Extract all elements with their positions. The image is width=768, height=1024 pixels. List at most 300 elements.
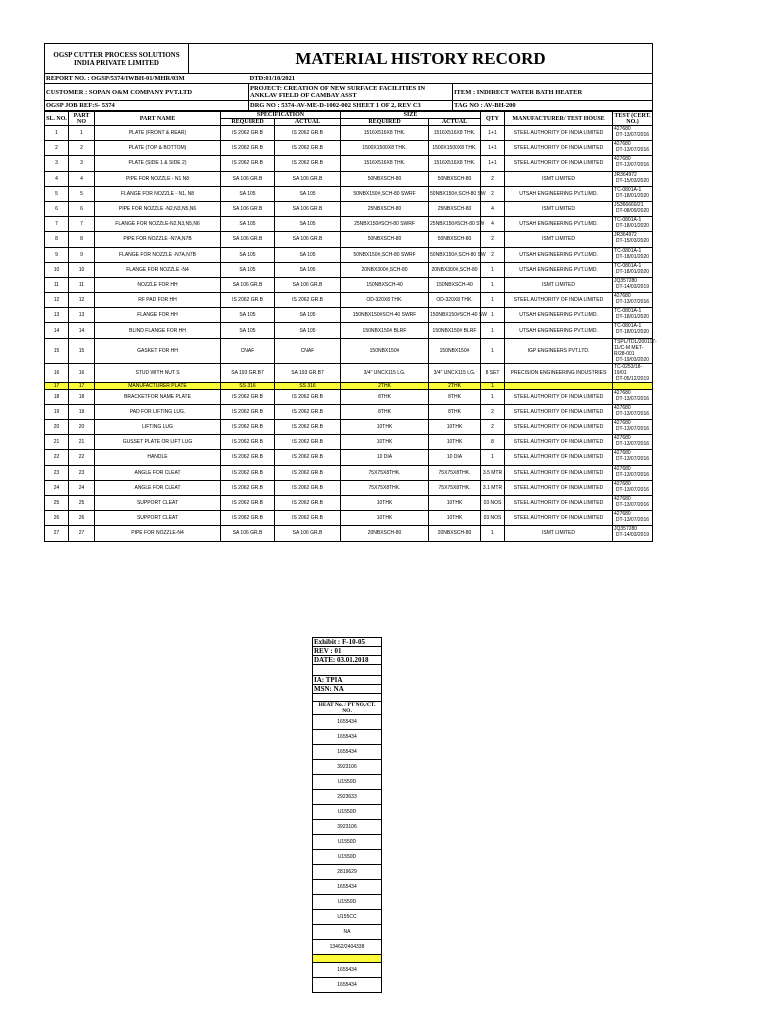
cell-spec-required: SA 106 GR.B — [221, 232, 275, 247]
job-ref: OGSP JOB REF:S- 5374 — [45, 101, 249, 111]
cell-part-name: PLATE (SIDE 1 & SIDE 2) — [95, 156, 221, 171]
cell-size-required: 2THK — [341, 382, 429, 389]
table-row — [45, 511, 653, 526]
cell-test-cert — [613, 420, 653, 435]
cert-date: DT-13/07/2016 — [615, 132, 650, 138]
cell-part-no: 27 — [69, 526, 95, 541]
cell-size-required: 10THK — [341, 420, 429, 435]
cert-date: DT-05/12/2019 — [615, 375, 650, 382]
col-part-name: PART NAME — [95, 112, 221, 126]
cell-part-no: 15 — [69, 338, 95, 363]
cell-test-cert — [613, 389, 653, 404]
cell-part-no: 7 — [69, 217, 95, 232]
cell-part-no: 1 — [69, 126, 95, 141]
cell-spec-actual: SS 316 — [275, 382, 341, 389]
cell-part-name: BRACKETFOR NAME PLATE — [95, 389, 221, 404]
cell-sl-no: 23 — [45, 465, 69, 480]
cell-qty: 03 NOS — [481, 495, 505, 510]
cell-test-cert — [613, 141, 653, 156]
col-qty: QTY — [481, 112, 505, 126]
cert-number: 427680 — [614, 389, 631, 396]
cell-spec-actual: IS 2062 GR.B — [275, 495, 341, 510]
cell-sl-no: 12 — [45, 293, 69, 308]
cell-qty: 8 — [481, 435, 505, 450]
cert-date: DT-18/01/2020 — [615, 329, 650, 336]
table-row — [45, 232, 653, 247]
cell-spec-required: SA 105 — [221, 217, 275, 232]
cell-part-no: 26 — [69, 511, 95, 526]
cell-part-name: PLATE (TOP & BOTTOM) — [95, 141, 221, 156]
cell-part-no: 13 — [69, 308, 95, 323]
table-row — [45, 495, 653, 510]
cert-date: DT-13/07/2016 — [615, 441, 650, 448]
cell-part-name: FLANGE FOR NOZZLE-N2,N3,N5,N6 — [95, 217, 221, 232]
col-spec-required: REQUIRED — [221, 119, 275, 126]
cell-part-name: PAD FOR LIFTING LUG. — [95, 404, 221, 419]
table-row — [45, 404, 653, 419]
cert-number: TC-0253/18-19/01 — [614, 363, 643, 376]
cell-size-required: 150NBX150# — [341, 338, 429, 363]
cell-size-actual: 3/4" UNCX115 LG. — [429, 363, 481, 382]
heat-number: 1655434 — [313, 745, 382, 760]
exhibit-table — [312, 637, 382, 993]
table-row — [45, 323, 653, 338]
cell-qty: 1 — [481, 526, 505, 541]
cert-date: DT-13/07/2016 — [615, 426, 650, 432]
cell-part-name: BLIND FLANGE FOR HH — [95, 323, 221, 338]
cell-part-name: PLATE (FRONT & REAR) — [95, 126, 221, 141]
cell-test-cert — [613, 465, 653, 480]
cell-spec-actual: SA 193 GR.B7 — [275, 363, 341, 382]
cell-size-actual: 10THK — [429, 435, 481, 450]
cell-size-required: 50NBX150#,SCH-80 SWRF — [341, 247, 429, 262]
cell-spec-required: IS 2062 GR.B — [221, 293, 275, 308]
cell-part-name: FLANGE FOR NOZZLE -N4 — [95, 262, 221, 277]
table-row — [45, 526, 653, 541]
cell-part-name: FLANGE FOR HH — [95, 308, 221, 323]
cell-size-actual: 10THK — [429, 511, 481, 526]
heat-number: U1550D — [313, 835, 382, 850]
cell-spec-required: SA 106 GR.B — [221, 277, 275, 292]
cell-qty: 1+1 — [481, 126, 505, 141]
cell-part-name: GUSSET PLATE OR LIFT LUG — [95, 435, 221, 450]
heat-number-header: HEAT No. / PT NO./CT. NO. — [313, 702, 382, 715]
cell-spec-actual: SA 106 GR.B — [275, 171, 341, 186]
table-row — [45, 480, 653, 495]
cell-manufacturer: ISMT LIMITED — [505, 201, 613, 216]
cell-spec-required: SA 105 — [221, 308, 275, 323]
cell-sl-no: 25 — [45, 495, 69, 510]
cell-spec-required: IS 2062 GR.B — [221, 389, 275, 404]
cell-spec-actual: IS 2062 GR.B — [275, 141, 341, 156]
table-row — [45, 247, 653, 262]
exhibit-msn: MSN: NA — [313, 685, 382, 694]
cell-qty: 1+1 — [481, 156, 505, 171]
customer: CUSTOMER : SOPAN O&M COMPANY PVT.LTD — [45, 84, 249, 101]
cell-part-no: 21 — [69, 435, 95, 450]
table-row — [45, 308, 653, 323]
heat-number: U1550D — [313, 775, 382, 790]
cell-part-name: PIPE FOR NOZZLE -N2,N3,N5,N6 — [95, 201, 221, 216]
cell-test-cert — [613, 526, 653, 541]
cell-part-name: FLANGE FOR NOZZLE - N1, N8 — [95, 186, 221, 201]
cell-size-actual: 20NBX300#,SCH-80 — [429, 262, 481, 277]
cell-sl-no: 4 — [45, 171, 69, 186]
cell-sl-no: 21 — [45, 435, 69, 450]
report-number: REPORT NO. : OGSP/5374/IWBH-01/MHR/03M — [45, 74, 249, 84]
cell-size-required: 10THK — [341, 435, 429, 450]
cell-spec-required: SA 193 GR.B7 — [221, 363, 275, 382]
cell-spec-actual: IS 2062 GR.B — [275, 511, 341, 526]
cell-sl-no: 2 — [45, 141, 69, 156]
cert-number: JR364972 — [614, 171, 637, 178]
cell-size-actual: 25NBXSCH-80 — [429, 201, 481, 216]
cell-sl-no: 14 — [45, 323, 69, 338]
cell-sl-no: 10 — [45, 262, 69, 277]
cert-number: 427680 — [614, 404, 631, 411]
cell-manufacturer: UTSAH ENGINEERING PVT.LIMD. — [505, 323, 613, 338]
cell-size-required: 1500X1500X8 THK. — [341, 141, 429, 156]
cell-qty: 3.1 MTR — [481, 480, 505, 495]
cell-spec-required: IS 2062 GR.B — [221, 420, 275, 435]
cert-date: DT-13/07/2016 — [615, 147, 650, 154]
exhibit-date: DATE: 03.01.2018 — [313, 656, 382, 665]
cell-sl-no: 5 — [45, 186, 69, 201]
cell-spec-actual: SA 105 — [275, 247, 341, 262]
heat-number: 1655434 — [313, 880, 382, 895]
cell-part-no: 24 — [69, 480, 95, 495]
cert-number: 427680 — [614, 480, 631, 487]
cell-manufacturer: UTSAH ENGINEERING PVT.LIMD. — [505, 262, 613, 277]
cell-part-no: 14 — [69, 323, 95, 338]
cell-part-no: 25 — [69, 495, 95, 510]
cell-size-actual: 1516X516X8 THK. — [429, 126, 481, 141]
cell-size-actual: 1500X1500X8 THK. — [429, 141, 481, 156]
cell-spec-required: CNAF — [221, 338, 275, 363]
cell-manufacturer: IGP ENGINEERS PVT.LTD. — [505, 338, 613, 363]
table-row — [45, 277, 653, 292]
cell-manufacturer: ISMT LIMITED — [505, 171, 613, 186]
cert-date: DT-13/07/2016 — [615, 395, 650, 402]
cell-size-actual: 10THK — [429, 420, 481, 435]
cell-qty: 1 — [481, 382, 505, 389]
cell-spec-actual: SA 105 — [275, 323, 341, 338]
cell-qty: 2 — [481, 404, 505, 419]
exhibit-number: Exhibit : F-10-05 — [313, 638, 382, 647]
cell-part-name: PIPE FOR NOZZLE - N1 N8 — [95, 171, 221, 186]
cert-date: DT-18/01/2020 — [615, 314, 650, 321]
col-specification: SPECIFICATION — [221, 112, 341, 119]
cell-qty: 8 SET — [481, 363, 505, 382]
cell-part-name: ANGLE FOR CLEAT — [95, 480, 221, 495]
cell-test-cert — [613, 511, 653, 526]
cert-number: JR364972 — [614, 232, 637, 239]
cell-test-cert — [613, 338, 657, 363]
cert-number: 427680 — [614, 420, 631, 426]
exhibit-ia: IA: TPIA — [313, 676, 382, 685]
heat-number: U1550D — [313, 850, 382, 865]
cell-spec-required: SA 106 GR.B — [221, 201, 275, 216]
cell-part-name: STUD WITH NUT S — [95, 363, 221, 382]
material-history-record — [44, 43, 657, 542]
cell-manufacturer — [505, 382, 613, 389]
cert-date: DT-13/07/2016 — [615, 471, 650, 478]
cell-sl-no: 18 — [45, 389, 69, 404]
cell-spec-required: SS 316 — [221, 382, 275, 389]
cell-sl-no: 6 — [45, 201, 69, 216]
cert-number: TC-0801A-1 — [614, 323, 642, 330]
cell-part-no: 5 — [69, 186, 95, 201]
project: PROJECT: CREATION OF NEW SURFACE FACILITIES IN ANKLAV FIELD OF CAMBAY ASST — [249, 84, 453, 101]
cell-manufacturer: STEEL AUTHORITY OF INDIA LIMITED — [505, 156, 613, 171]
heat-number: U1550D — [313, 805, 382, 820]
company-name — [45, 44, 189, 74]
cell-test-cert — [613, 382, 653, 389]
heat-number: U1550D — [313, 895, 382, 910]
col-test: TEST (CERT. NO.) — [614, 112, 651, 125]
cell-test-cert — [613, 126, 653, 141]
table-row — [45, 465, 653, 480]
cell-sl-no: 8 — [45, 232, 69, 247]
cell-part-name: NOZZLE FOR HH — [95, 277, 221, 292]
cert-date: DT-13/07/2016 — [615, 501, 650, 508]
cell-size-actual: 150NBX150# BLRF — [429, 323, 481, 338]
cert-number: JQ357280 — [614, 277, 638, 284]
heat-number: 1655434 — [313, 978, 382, 993]
cell-manufacturer: STEEL AUTHORITY OF INDIA LIMITED — [505, 404, 613, 419]
cell-part-name: PIPE FOR NOZZLE -N7A,N7B — [95, 232, 221, 247]
cell-qty: 1 — [481, 323, 505, 338]
cell-size-actual: 8THK — [429, 389, 481, 404]
cell-spec-required: SA 105 — [221, 247, 275, 262]
table-row — [45, 435, 653, 450]
cell-size-actual: 75X75X8THK. — [429, 465, 481, 480]
cell-manufacturer: STEEL AUTHORITY OF INDIA LIMITED — [505, 293, 613, 308]
cell-spec-actual: SA 105 — [275, 262, 341, 277]
exhibit-spacer — [313, 665, 382, 676]
col-size-actual: ACTUAL — [429, 119, 481, 126]
cell-qty: 2 — [481, 171, 505, 186]
col-size: SIZE — [341, 112, 481, 119]
cell-part-no: 4 — [69, 171, 95, 186]
cell-size-actual: OD-320X8 THK. — [429, 293, 481, 308]
cell-spec-actual: SA 106 GR.B — [275, 232, 341, 247]
cert-date: DT-13/07/2016 — [615, 486, 650, 493]
exhibit-rev: REV : 01 — [313, 647, 382, 656]
heat-number: 1655434 — [313, 715, 382, 730]
cell-qty: 4 — [481, 201, 505, 216]
cert-date: DT-13/07/2016 — [615, 456, 650, 463]
cell-size-required: 20NBXSCH-80 — [341, 526, 429, 541]
heat-number — [313, 955, 382, 963]
cert-date: DT-13/07/2016 — [615, 410, 650, 417]
heat-number: 13462/2404338 — [313, 940, 382, 955]
cell-sl-no: 13 — [45, 308, 69, 323]
cell-test-cert — [613, 217, 653, 232]
cell-size-actual: 20NBXSCH-80 — [429, 526, 481, 541]
cell-test-cert — [613, 156, 653, 171]
cell-size-required: 50NBXSCH-80 — [341, 232, 429, 247]
cell-size-actual: 8THK — [429, 404, 481, 419]
cell-manufacturer: STEEL AUTHORITY OF INDIA LIMITED — [505, 420, 613, 435]
cell-size-required: 25NBX150#SCH-80 SWRF — [341, 217, 429, 232]
cell-size-required: 10THK — [341, 511, 429, 526]
table-row — [45, 382, 653, 389]
cert-date: DT-18/01/2020 — [615, 223, 650, 230]
cell-qty: 1 — [481, 262, 505, 277]
table-row — [45, 156, 653, 171]
cert-date: DT-18/01/2020 — [615, 192, 650, 199]
cell-qty: 3.5 MTR — [481, 465, 505, 480]
header-table — [44, 43, 653, 111]
cell-part-no: 8 — [69, 232, 95, 247]
cell-size-required: 10 DIA — [341, 450, 429, 465]
cell-manufacturer: UTSAH ENGINEERING PVT.LIMD. — [505, 308, 613, 323]
cell-spec-required: SA 105 — [221, 186, 275, 201]
cell-manufacturer: STEEL AUTHORITY OF INDIA LIMITED — [505, 465, 613, 480]
cell-qty: 1 — [481, 293, 505, 308]
heat-number-list — [313, 715, 382, 993]
cell-part-name: LIFTING LUG — [95, 420, 221, 435]
table-row — [45, 141, 653, 156]
cell-size-required: 75X75X8THK. — [341, 465, 429, 480]
cell-sl-no: 20 — [45, 420, 69, 435]
cell-test-cert — [613, 363, 653, 382]
cell-part-name: HANDLE — [95, 450, 221, 465]
cell-manufacturer: STEEL AUTHORITY OF INDIA LIMITED — [505, 389, 613, 404]
cell-part-name: FLANGE FOR NOZZLE -N7A,N7B — [95, 247, 221, 262]
cell-manufacturer: UTSAH ENGINEERING PVT.LIMD. — [505, 186, 613, 201]
cell-part-name: ANGLE FOR CLEAT — [95, 465, 221, 480]
cell-spec-actual: IS 2062 GR.B — [275, 435, 341, 450]
cell-test-cert — [613, 247, 653, 262]
cell-spec-required: SA 105 — [221, 262, 275, 277]
cell-qty: 03 NOS — [481, 511, 505, 526]
cell-test-cert — [613, 495, 653, 510]
tag-number: TAG NO : AV-BH-200 — [453, 101, 653, 111]
cert-date: DT-14/03/2019 — [615, 532, 650, 539]
cell-size-actual: 150NBX150#SCH-40 SW — [429, 308, 481, 323]
cell-sl-no: 1 — [45, 126, 69, 141]
cell-manufacturer: STEEL AUTHORITY OF INDIA LIMITED — [505, 495, 613, 510]
cell-spec-required: IS 2062 GR.B — [221, 435, 275, 450]
cell-size-required: 1516X516X8 THK. — [341, 126, 429, 141]
cell-spec-required: IS 2062 GR.B — [221, 156, 275, 171]
cell-sl-no: 7 — [45, 217, 69, 232]
cell-sl-no: 9 — [45, 247, 69, 262]
cert-date: DT-15/03/2020 — [615, 238, 650, 245]
cell-size-actual: 25NBX150#SCH-80 SW — [429, 217, 481, 232]
document-title: MATERIAL HISTORY RECORD — [189, 44, 653, 74]
cell-spec-required: IS 2062 GR.B — [221, 495, 275, 510]
cell-spec-actual: SA 105 — [275, 308, 341, 323]
cell-spec-required: SA 106 GR.B — [221, 171, 275, 186]
heat-number: U155CC — [313, 910, 382, 925]
col-sl-no: SL. NO. — [45, 112, 69, 126]
cell-qty: 1 — [481, 277, 505, 292]
company-line-2: INDIA PRIVATE LIMITED — [74, 58, 159, 67]
cell-part-no: 2 — [69, 141, 95, 156]
cert-date: DT-08/09/2020 — [615, 207, 650, 214]
cell-spec-actual: SA 105 — [275, 217, 341, 232]
col-spec-actual: ACTUAL — [275, 119, 341, 126]
company-line-1: OGSP CUTTER PROCESS SOLUTIONS — [53, 50, 180, 59]
cell-part-no: 23 — [69, 465, 95, 480]
cert-number: TC-0801A-1 — [614, 262, 642, 269]
cell-size-actual: 75X75X8THK. — [429, 480, 481, 495]
cell-test-cert — [613, 171, 653, 186]
heat-number: 2923633 — [313, 790, 382, 805]
cell-manufacturer: STEEL AUTHORITY OF INDIA LIMITED — [505, 435, 613, 450]
item: ITEM : INDIRECT WATER BATH HEATER — [453, 84, 653, 101]
cell-size-actual: 50NBX150#,SCH-80 SW — [429, 186, 481, 201]
cert-number: 427680 — [614, 435, 631, 442]
cell-part-name: SUPPORT CLEAT — [95, 495, 221, 510]
drawing-number: DRG NO : 5374-AV-ME-D-1002-002 SHEET 1 OF 2, REV C3 — [249, 101, 453, 111]
cell-spec-required: IS 2062 GR.B — [221, 450, 275, 465]
cell-part-no: 22 — [69, 450, 95, 465]
cell-size-actual: 50NBX150#,SCH-80 SW — [429, 247, 481, 262]
cell-part-no: 10 — [69, 262, 95, 277]
table-row — [45, 262, 653, 277]
cell-size-required: 50NBX150#,SCH-80 SWRF — [341, 186, 429, 201]
heat-number: NA — [313, 925, 382, 940]
cell-sl-no: 15 — [45, 338, 69, 363]
table-row — [45, 420, 653, 435]
cert-number: TSPL/TDL/200117-11/C-M MET-R/28-001 — [614, 338, 657, 357]
cell-size-required: 1516X516X8 THK. — [341, 156, 429, 171]
cell-spec-actual: IS 2062 GR.B — [275, 450, 341, 465]
cert-date: DT-18/01/2020 — [615, 268, 650, 275]
cell-spec-required: SA 106 GR.B — [221, 526, 275, 541]
cell-part-no: 20 — [69, 420, 95, 435]
cell-manufacturer: STEEL AUTHORITY OF INDIA LIMITED — [505, 480, 613, 495]
cell-sl-no: 24 — [45, 480, 69, 495]
cell-spec-required: IS 2062 GR.B — [221, 511, 275, 526]
cert-number: 427680 — [614, 141, 631, 148]
cell-test-cert — [613, 450, 653, 465]
table-row — [45, 186, 653, 201]
cell-spec-required: IS 2062 GR.B — [221, 404, 275, 419]
cert-number: 427680 — [614, 156, 631, 163]
cell-manufacturer: ISMT LIMITED — [505, 232, 613, 247]
cell-manufacturer: STEEL AUTHORITY OF INDIA LIMITED — [505, 450, 613, 465]
exhibit-spacer — [313, 694, 382, 702]
cell-manufacturer: PRECISION ENGINEERING INDUSTRIES — [505, 363, 613, 382]
report-date: DTD:01/10/2021 — [249, 74, 653, 84]
cell-test-cert — [613, 323, 653, 338]
cell-size-required: 50NBXSCH-80 — [341, 171, 429, 186]
cell-spec-required: SA 105 — [221, 323, 275, 338]
cell-qty: 2 — [481, 420, 505, 435]
cell-size-actual: 50NBXSCH-80 — [429, 232, 481, 247]
col-size-required: REQUIRED — [341, 119, 429, 126]
cell-spec-actual: IS 2062 GR.B — [275, 126, 341, 141]
cell-spec-actual: SA 106 GR.B — [275, 277, 341, 292]
cell-size-required: 150NBX150# BLRF — [341, 323, 429, 338]
cell-spec-actual: IS 2062 GR.B — [275, 465, 341, 480]
cell-sl-no: 16 — [45, 363, 69, 382]
cell-spec-required: IS 2062 GR.B — [221, 141, 275, 156]
cell-spec-actual: IS 2062 GR.B — [275, 420, 341, 435]
cell-test-cert — [613, 293, 653, 308]
heat-number: 2819629 — [313, 865, 382, 880]
cell-test-cert — [613, 308, 653, 323]
cell-size-required: 8THK — [341, 404, 429, 419]
heat-number: 3923106 — [313, 820, 382, 835]
cell-sl-no: 11 — [45, 277, 69, 292]
cell-manufacturer: ISMT LIMITED — [505, 277, 613, 292]
